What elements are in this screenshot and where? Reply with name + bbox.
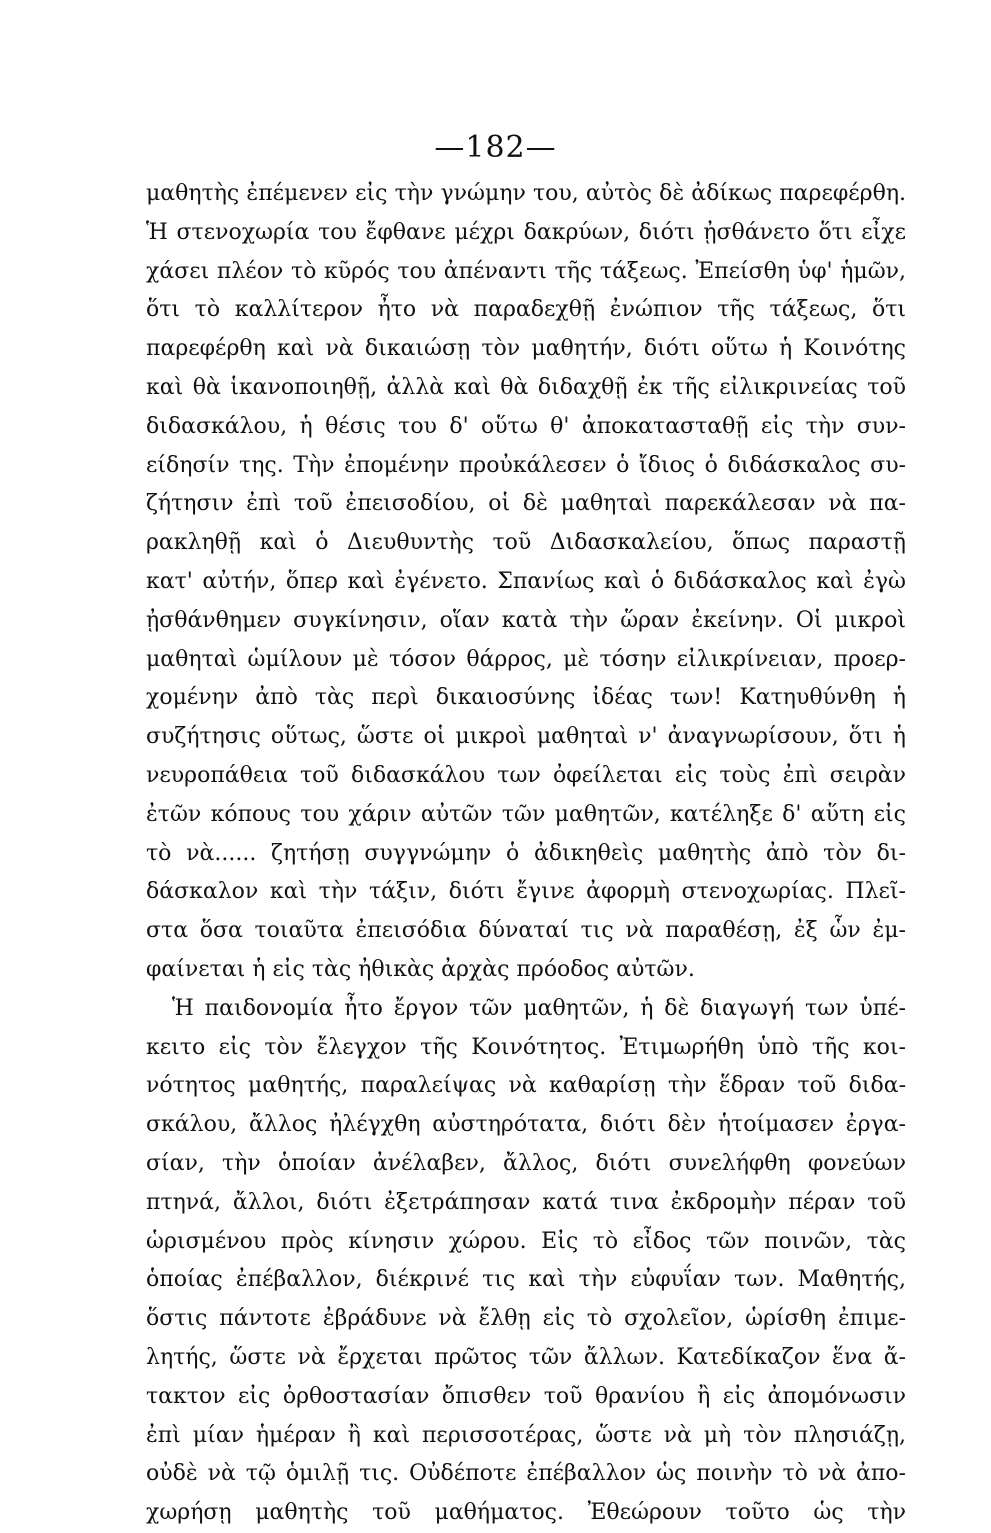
text-line: τακτον εἰς ὀρθοστασίαν ὄπισθεν τοῦ θρανίου ἢ εἰς ἀπομόνωσιν <box>146 1383 906 1409</box>
text-line: σκάλου, ἄλλος ἠλέγχθη αὐστηρότατα, διότι δὲν ἡτοίμασεν ἐργα- <box>146 1112 906 1138</box>
text-line: τὸ νὰ...... ζητήσῃ συγγνώμην ὁ ἀδικηθεὶς μαθητὴς ἀπὸ τὸν δι- <box>146 840 906 866</box>
text-line: ὡρισμένου πρὸς κίνησιν χώρου. Εἰς τὸ εἶδος τῶν ποινῶν, τὰς <box>146 1228 906 1254</box>
text-line: κατ' αὐτήν, ὅπερ καὶ ἐγένετο. Σπανίως καὶ ὁ διδάσκαλος καὶ ἐγὼ <box>146 568 906 594</box>
text-line: ὁποίας ἐπέβαλλον, διέκρινέ τις καὶ τὴν εὐφυΐαν των. Μαθητής, <box>146 1267 906 1293</box>
text-line: φαίνεται ἡ εἰς τὰς ἠθικὰς ἀρχὰς πρόοδος αὐτῶν. <box>146 956 695 982</box>
text-line: οὐδὲ νὰ τῷ ὁμιλῇ τις. Οὐδέποτε ἐπέβαλλον ὡς ποινὴν τὸ νὰ ἀπο- <box>146 1461 906 1487</box>
text-line: είδησίν της. Τὴν ἐπομένην προὐκάλεσεν ὁ ἴδιος ὁ διδάσκαλος συ- <box>146 452 906 478</box>
text-line: ὅστις πάντοτε ἐβράδυνε νὰ ἔλθῃ εἰς τὸ σχολεῖον, ὡρίσθη ἐπιμε- <box>146 1306 906 1332</box>
text-line: ἐτῶν κόπους του χάριν αὐτῶν τῶν μαθητῶν, κατέληξε δ' αὕτη εἰς <box>146 801 906 827</box>
text-line: ἐπὶ μίαν ἡμέραν ἢ καὶ περισσοτέρας, ὥστε νὰ μὴ τὸν πλησιάζῃ, <box>146 1422 906 1448</box>
text-line: νευροπάθεια τοῦ διδασκάλου των ὀφείλεται εἰς τοὺς ἐπὶ σειρὰν <box>146 762 906 788</box>
paragraph-2 <box>146 990 906 1533</box>
text-line: δάσκαλον καὶ τὴν τάξιν, διότι ἔγινε ἀφορμὴ στενοχωρίας. Πλεῖ- <box>146 879 906 905</box>
text-line: στα ὅσα τοιαῦτα ἐπεισόδια δύναταί τις νὰ παραθέσῃ, ἐξ ὧν ἐμ- <box>146 918 906 944</box>
text-line: χάσει πλέον τὸ κῦρός του ἀπέναντι τῆς τάξεως. Ἐπείσθη ὑφ' ἡμῶν, <box>146 258 906 284</box>
text-line: μαθηταὶ ὡμίλουν μὲ τόσον θάρρος, μὲ τόσην εἰλικρίνειαν, προερ- <box>146 646 906 672</box>
text-line: ζήτησιν ἐπὶ τοῦ ἐπεισοδίου, οἱ δὲ μαθηταὶ παρεκάλεσαν νὰ πα- <box>146 491 906 517</box>
text-line: μαθητὴς ἐπέμενεν εἰς τὴν γνώμην του, αὐτὸς δὲ ἀδίκως παρεφέρθη. <box>146 181 906 206</box>
page-number: —182— <box>434 130 557 165</box>
text-line: Ἡ παιδονομία ἦτο ἔργον τῶν μαθητῶν, ἡ δὲ διαγωγή των ὑπέ- <box>172 995 906 1021</box>
text-line: λητής, ὥστε νὰ ἔρχεται πρῶτος τῶν ἄλλων. Κατεδίκαζον ἕνα ἄ- <box>146 1344 906 1370</box>
text-line: συζήτησις οὕτως, ὥστε οἱ μικροὶ μαθηταὶ ν' ἀναγνωρίσουν, ὅτι ἡ <box>146 724 906 750</box>
text-line: χομένην ἀπὸ τὰς περὶ δικαιοσύνης ἰδέας των! Κατηυθύνθη ἡ <box>146 685 906 711</box>
text-line: ᾐσθάνθημεν συγκίνησιν, οἵαν κατὰ τὴν ὥραν ἐκείνην. Οἱ μικροὶ <box>146 607 906 633</box>
text-line: καὶ θὰ ἱκανοποιηθῇ, ἀλλὰ καὶ θὰ διδαχθῇ ἐκ τῆς εἰλικρινείας τοῦ <box>146 374 906 400</box>
text-line: ὅτι τὸ καλλίτερον ἦτο νὰ παραδεχθῇ ἐνώπιον τῆς τάξεως, ὅτι <box>146 297 906 323</box>
text-line: Ἡ στενοχωρία του ἔφθανε μέχρι δακρύων, διότι ᾐσθάνετο ὅτι εἶχε <box>146 219 906 245</box>
text-line: παρεφέρθη καὶ νὰ δικαιώσῃ τὸν μαθητήν, διότι οὕτω ἡ Κοινότης <box>146 336 906 362</box>
text-line: χωρήσῃ μαθητὴς τοῦ μαθήματος. Ἐθεώρουν τοῦτο ὡς τὴν <box>146 1500 906 1526</box>
text-line: κειτο εἰς τὸν ἔλεγχον τῆς Κοινότητος. Ἐτιμωρήθη ὑπὸ τῆς κοι- <box>146 1034 906 1060</box>
text-line: πτηνά, ἄλλοι, διότι ἐξετράπησαν κατά τινα ἐκδρομὴν πέραν τοῦ <box>146 1189 906 1215</box>
paragraph-1 <box>146 175 906 990</box>
text-line: ρακληθῇ καὶ ὁ Διευθυντὴς τοῦ Διδασκαλείου, ὅπως παραστῇ <box>146 530 906 556</box>
page-body <box>146 175 906 1533</box>
text-line: σίαν, τὴν ὁποίαν ἀνέλαβεν, ἄλλος, διότι συνελήφθη φονεύων <box>146 1150 906 1176</box>
text-line: διδασκάλου, ἡ θέσις του δ' οὕτω θ' ἀποκατασταθῇ εἰς τὴν συν- <box>146 413 906 439</box>
text-line: νότητος μαθητής, παραλείψας νὰ καθαρίσῃ τὴν ἕδραν τοῦ διδα- <box>146 1073 906 1099</box>
